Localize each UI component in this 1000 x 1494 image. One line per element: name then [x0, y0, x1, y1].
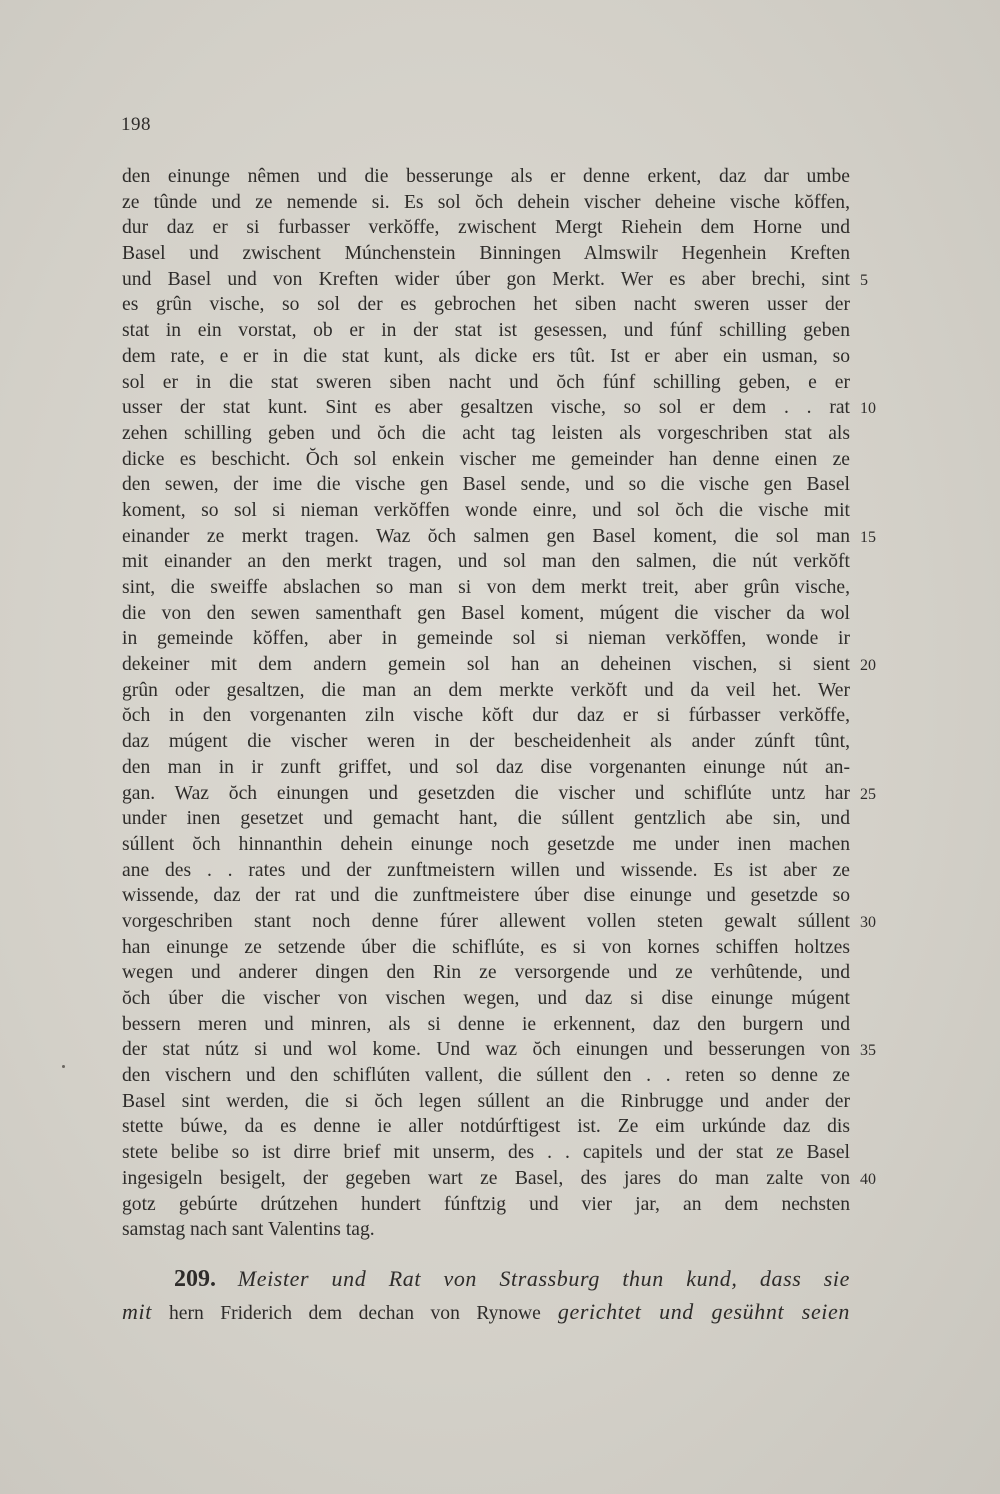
text-line: [122, 1063, 850, 1089]
page-number: 198: [121, 114, 151, 135]
text-line: [122, 1114, 850, 1140]
line-number: 15: [860, 528, 876, 546]
text-line: [122, 190, 850, 216]
text-line-content: den sewen, der ime die vische gen Basel sende, und so die vische gen Basel: [122, 474, 850, 496]
text-line: [122, 678, 850, 704]
text-line: [122, 909, 876, 935]
text-line: [122, 215, 850, 241]
text-line-content: ze tûnde und ze nemende si. Es sol ŏch dehein vischer deheine vische kŏffen,: [122, 191, 850, 213]
text-line: [122, 1192, 850, 1218]
document-number: 209.: [174, 1266, 216, 1292]
text-line-content: bessern meren und minren, als si denne ie erkennent, daz den burgern und: [122, 1013, 850, 1035]
text-line: [122, 1140, 850, 1166]
text-line-content: sol er in die stat sweren siben nacht und ŏch fúnf schilling geben, e er: [122, 371, 850, 393]
text-line-content: Basel und zwischent Múnchenstein Binningen Almswilr Hegenhein Kreften: [122, 243, 850, 265]
text-line-content: ane des . . rates und der zunftmeistern willen und wissende. Es ist aber ze: [122, 859, 850, 881]
line-number: 20: [860, 657, 876, 675]
heading-roman-text: hern Friderich dem dechan von Rynowe: [168, 1303, 541, 1324]
text-line: [122, 1012, 850, 1038]
text-line: [122, 755, 850, 781]
text-line: [122, 703, 850, 729]
text-line: [122, 806, 850, 832]
text-line-content: dicke es beschicht. Ŏch sol enkein vischer me gemeinder han denne einen ze: [122, 448, 850, 470]
text-line: [122, 1089, 850, 1115]
text-line-content: usser der stat kunt. Sint es aber gesaltzen vische, so sol er dem . . rat: [122, 397, 850, 419]
text-line-content: grûn oder gesaltzen, die man an dem merkte verkŏft und da veil het. Wer: [122, 679, 850, 701]
text-line: [122, 241, 850, 267]
text-line: [122, 344, 850, 370]
text-line: [122, 626, 850, 652]
text-line: [122, 447, 850, 473]
text-line-content: koment, so sol si nieman verkŏffen wonde einre, und sol ŏch die vische mit: [122, 499, 850, 521]
next-document-heading: [122, 1262, 850, 1328]
text-line-content: dur daz er si furbasser verkŏffe, zwischent Mergt Riehein dem Horne und: [122, 217, 850, 239]
heading-line-2: [122, 1295, 850, 1328]
text-line: [122, 986, 850, 1012]
text-line: [122, 729, 850, 755]
text-line-content: dem rate, e er in die stat kunt, als dicke ers tût. Ist er aber ein usman, so: [122, 345, 850, 367]
text-line-content: die von den sewen samenthaft gen Basel koment, múgent die vischer da wol: [122, 602, 850, 624]
text-line: [122, 1217, 850, 1243]
text-line: [122, 524, 876, 550]
text-line-content: ŏch in den vorgenanten ziln vische kŏft dur daz er si fúrbasser verkŏffe,: [122, 705, 850, 727]
line-number: 35: [860, 1042, 876, 1060]
line-number: 40: [860, 1170, 876, 1188]
text-line-content: stette búwe, da es denne ie aller notdúrftigest ist. Ze eim urkúnde daz dis: [122, 1116, 850, 1138]
text-line-content: súllent ŏch hinnanthin dehein einunge noch gesetzde me under inen machen: [122, 833, 850, 855]
text-line: [122, 935, 850, 961]
text-line-content: dekeiner mit dem andern gemein sol han an deheinen vischen, si sient: [122, 654, 850, 676]
text-line: [122, 858, 850, 884]
text-line: [122, 549, 850, 575]
text-line-content: ŏch úber die vischer von vischen wegen, und daz si dise einunge múgent: [122, 988, 850, 1009]
text-line: [122, 370, 850, 396]
heading-italic-end: gerichtet und gesühnt seien: [557, 1299, 850, 1324]
body-text: [122, 164, 876, 1243]
text-line-content: ingesigeln besigelt, der gegeben wart ze Basel, des jares do man zalte von: [122, 1167, 850, 1189]
text-line-content: daz múgent die vischer weren in der bescheidenheit als ander zúnft tûnt,: [122, 731, 850, 753]
text-line-content: mit einander an den merkt tragen, und sol man den salmen, die nút verkŏft: [122, 551, 850, 573]
text-line-content: under inen gesetzet und gemacht hant, die súllent gentzlich abe sin, und: [122, 808, 850, 830]
text-line-content: und Basel und von Kreften wider úber gon Merkt. Wer es aber brechi, sint: [122, 268, 850, 290]
text-line: [122, 421, 850, 447]
margin-mark: [62, 1065, 65, 1068]
text-line: [122, 498, 850, 524]
text-line-content: stat in ein vorstat, ob er in der stat ist gesessen, und fúnf schilling geben: [122, 320, 850, 342]
text-line: [122, 652, 876, 678]
text-line-content: wissende, daz der rat und die zunftmeistere úber dise einunge und gesetzde so: [122, 885, 850, 907]
text-line: [122, 883, 850, 909]
text-line: [122, 318, 850, 344]
text-line-content: samstag nach sant Valentins tag.: [122, 1219, 375, 1241]
text-line: [122, 575, 850, 601]
line-number: 25: [860, 785, 876, 803]
line-number: 10: [860, 400, 876, 418]
line-number: 5: [860, 271, 868, 289]
text-line-content: zehen schilling geben und ŏch die acht tag leisten als vorgeschriben stat als: [122, 422, 850, 444]
text-line: [122, 1166, 876, 1192]
text-line-content: einander ze merkt tragen. Waz ŏch salmen gen Basel koment, die sol man: [122, 525, 850, 547]
text-line-content: den vischern und den schiflúten vallent, die súllent den . . reten so denne ze: [122, 1065, 850, 1087]
heading-italic-start: mit: [122, 1299, 152, 1324]
heading-italic-text: Meister und Rat von Strassburg thun kund, dass sie: [237, 1266, 851, 1291]
text-line: [122, 292, 850, 318]
text-line-content: wegen und anderer dingen den Rin ze versorgende und ze verhûtende, und: [122, 962, 850, 984]
text-line: [122, 781, 876, 807]
text-line: [122, 1037, 876, 1063]
text-line: [122, 832, 850, 858]
text-line-content: in gemeinde kŏffen, aber in gemeinde sol si nieman verkŏffen, wonde ir: [122, 628, 850, 650]
text-line-content: der stat nútz si und wol kome. Und waz ŏch einungen und besserungen von: [122, 1039, 850, 1061]
text-line: [122, 395, 876, 421]
text-line-content: den man in ir zunft griffet, und sol daz dise vorgenanten einunge nút an-: [122, 756, 850, 778]
text-line-content: stete belibe so ist dirre brief mit unserm, des . . capitels und der stat ze Basel: [122, 1142, 850, 1164]
text-line: [122, 267, 868, 293]
line-number: 30: [860, 913, 876, 931]
text-line-content: gotz gebúrte drútzehen hundert fúnftzig und vier jar, an dem nechsten: [122, 1193, 850, 1215]
text-line: [122, 164, 850, 190]
text-line: [122, 472, 850, 498]
text-line-content: sint, die sweiffe abslachen so man si von dem merkt treit, aber grûn vische,: [122, 577, 850, 598]
text-line: [122, 601, 850, 627]
text-line-content: es grûn vische, so sol der es gebrochen het siben nacht sweren usser der: [122, 294, 850, 316]
text-line-content: vorgeschriben stant noch denne fúrer allewent vollen steten gewalt súllent: [122, 910, 850, 932]
text-line-content: gan. Waz ŏch einungen und gesetzden die vischer und schiflúte untz har: [122, 782, 850, 804]
heading-line-1: [122, 1262, 850, 1295]
text-line-content: den einunge nêmen und die besserunge als er denne erkent, daz dar umbe: [122, 166, 850, 187]
text-line-content: Basel sint werden, die si ŏch legen súllent an die Rinbrugge und ander der: [122, 1090, 850, 1112]
text-line: [122, 960, 850, 986]
text-line-content: han einunge ze setzende úber die schiflúte, es si von kornes schiffen holtzes: [122, 936, 850, 958]
